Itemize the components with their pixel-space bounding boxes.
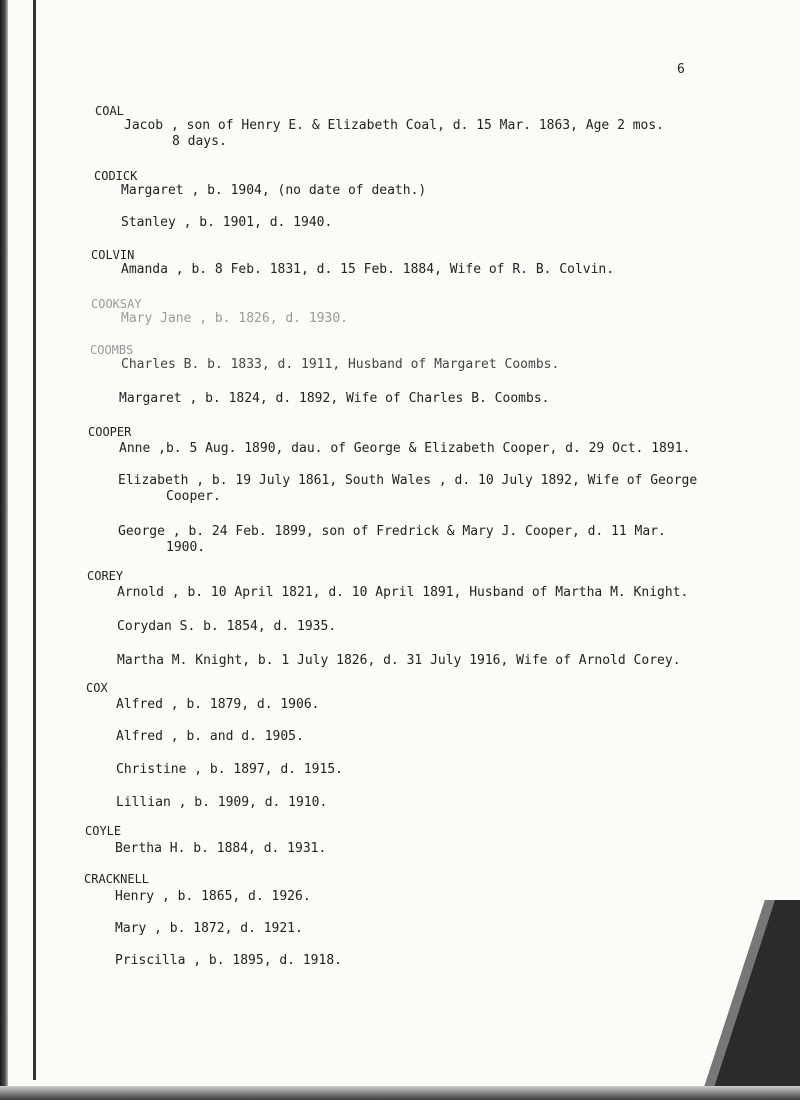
burial-entry: [117, 653, 681, 669]
surname-heading: CRACKNELL: [84, 872, 150, 886]
entry-continuation: Cooper.: [166, 489, 221, 504]
entry-line: Lillian , b. 1909, d. 1910.: [116, 795, 328, 810]
burial-entry: [116, 762, 343, 778]
burial-entry: [121, 215, 332, 231]
burial-entry: [121, 357, 559, 373]
surname-heading: COAL: [95, 104, 124, 118]
surname-heading: COX: [86, 681, 108, 695]
surname-heading: COOPER: [88, 425, 132, 439]
entry-line: Jacob , son of Henry E. & Elizabeth Coal, d. 15 Mar. 1863, Age 2 mos.: [124, 118, 665, 133]
entry-line: Elizabeth , b. 19 July 1861, South Wales , d. 10 July 1892, Wife of George: [118, 473, 698, 488]
entry-line: Charles B. b. 1833, d. 1911, Husband of Margaret Coombs.: [121, 357, 560, 372]
margin-line: [33, 0, 36, 1080]
burial-entry: [124, 118, 664, 150]
burial-entry: [117, 585, 688, 601]
entry-line: Christine , b. 1897, d. 1915.: [116, 762, 343, 777]
entry-continuation: 1900.: [166, 540, 206, 555]
burial-entry: [118, 473, 697, 505]
entry-line: Amanda , b. 8 Feb. 1831, d. 15 Feb. 1884, Wife of R. B. Colvin.: [121, 262, 615, 277]
entry-line: Alfred , b. 1879, d. 1906.: [116, 697, 320, 712]
burial-entry: [115, 921, 303, 937]
burial-entry: [119, 391, 549, 407]
entry-line: Henry , b. 1865, d. 1926.: [115, 889, 311, 904]
surname-heading: COLVIN: [91, 248, 135, 262]
surname-heading: COOKSAY: [91, 297, 142, 311]
scan-corner-shadow: [680, 900, 800, 1100]
surname-heading: COYLE: [85, 824, 122, 838]
burial-entry: [117, 619, 336, 635]
entry-line: Margaret , b. 1824, d. 1892, Wife of Charles B. Coombs.: [119, 391, 550, 406]
entry-line: Mary Jane , b. 1826, d. 1930.: [121, 311, 348, 326]
entry-line: Mary , b. 1872, d. 1921.: [115, 921, 303, 936]
burial-entry: [115, 889, 311, 905]
burial-entry: [116, 795, 327, 811]
entry-line: Stanley , b. 1901, d. 1940.: [121, 215, 333, 230]
scan-left-edge: [0, 0, 8, 1100]
surname-heading: COOMBS: [90, 343, 134, 357]
page-number: 6: [677, 62, 685, 77]
burial-entry: [121, 311, 348, 327]
entry-continuation: 8 days.: [172, 134, 227, 149]
entry-line: Priscilla , b. 1895, d. 1918.: [115, 953, 342, 968]
entry-line: George , b. 24 Feb. 1899, son of Fredrick & Mary J. Cooper, d. 11 Mar.: [118, 524, 666, 539]
surname-heading: COREY: [87, 569, 124, 583]
burial-entry: [118, 524, 666, 556]
scan-bottom-edge: [0, 1086, 800, 1100]
entry-line: Corydan S. b. 1854, d. 1935.: [117, 619, 337, 634]
burial-entry: [121, 183, 426, 199]
entry-line: Alfred , b. and d. 1905.: [116, 729, 304, 744]
burial-entry: [115, 953, 342, 969]
entry-line: Arnold , b. 10 April 1821, d. 10 April 1891, Husband of Martha M. Knight.: [117, 585, 689, 600]
entry-line: Bertha H. b. 1884, d. 1931.: [115, 841, 327, 856]
burial-entry: [119, 441, 690, 457]
surname-heading: CODICK: [94, 169, 138, 183]
entry-line: Anne ,b. 5 Aug. 1890, dau. of George & Elizabeth Cooper, d. 29 Oct. 1891.: [119, 441, 691, 456]
burial-entry: [115, 841, 326, 857]
burial-entry: [121, 262, 614, 278]
entry-line: Martha M. Knight, b. 1 July 1826, d. 31 July 1916, Wife of Arnold Corey.: [117, 653, 681, 668]
burial-entry: [116, 729, 304, 745]
burial-entry: [116, 697, 320, 713]
entry-line: Margaret , b. 1904, (no date of death.): [121, 183, 427, 198]
